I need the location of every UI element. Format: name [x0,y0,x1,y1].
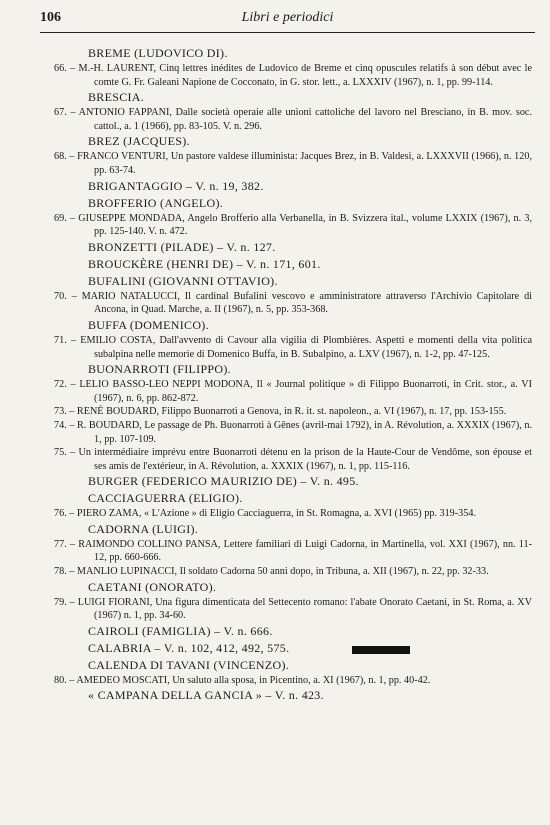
running-title: Libri e periodici [241,10,334,25]
subject-heading: « CAMPANA DELLA GANCIA » – V. n. 423. [88,688,324,703]
bibliography-entry: 69. – GIUSEPPE MONDADA, Angelo Brofferio alla Verbanella, in B. Svizzera ital., volume LXXIX (1967), n. 3, pp. 125-140. V. n. 472. [54,212,532,238]
subject-heading: BROUCKÈRE (HENRI DE) – V. n. 171, 601. [88,256,321,271]
subject-heading: CAIROLI (FAMIGLIA) – V. n. 666. [88,623,273,638]
subject-heading: CAETANI (ONORATO). [88,579,217,594]
subject-heading: CALENDA DI TAVANI (VINCENZO). [88,657,290,672]
subject-heading: CACCIAGUERRA (ELIGIO). [88,491,243,506]
bibliography-entry: 77. – RAIMONDO COLLINO PANSA, Lettere familiari di Luigi Cadorna, in Martinella, vol. XXI (1967), nn. 11-12, pp. 660-666. [54,538,532,564]
page-number: 106 [40,10,61,25]
subject-heading: BRONZETTI (PILADE) – V. n. 127. [88,239,276,254]
bibliography-entry: 71. – EMILIO COSTA, Dall'avvento di Cavour alla vigilia di Plombières. Aspetti e momenti della vita politica subalpina nelle memorie di Domenico Buffa, in B. Subalpino, a. LXV (1967), n. 1-2, pp. 47-125. [54,334,532,360]
subject-heading: BREME (LUDOVICO DI). [88,46,228,60]
subject-heading: BRESCIA. [88,90,145,105]
ink-blot-mark [352,646,410,654]
bibliography-entry: 67. – ANTONIO FAPPANI, Dalle società operaie alle unioni cattoliche del lavoro nel Bresciano, in B. mov. soc. cattol., a. 1 (1966), pp. 83-105. V. n. 296. [54,107,532,132]
bibliography-entry: 70. – MARIO NATALUCCI, Il cardinal Bufalini vescovo e amministratore attraverso l'Archivio Capitolare di Ancona, in Quad. Marche, a. II (1967), n. 5, pp. 353-368. [54,290,532,316]
subject-heading: BUFFA (DOMENICO). [88,317,209,332]
bibliography-entry: 79. – LUIGI FIORANI, Una figura dimenticata del Settecento romano: l'abate Onorato Caetani, in St. Roma, a. XV (1967) n. 1, pp. 34-60. [54,596,532,622]
subject-heading: BROFFERIO (ANGELO). [88,195,224,210]
subject-heading: BUFALINI (GIOVANNI OTTAVIO). [88,273,278,288]
bibliography-entry: 73. – RENÉ BOUDARD, Filippo Buonarroti a Genova, in R. it. st. napoleon., a. VI (1967), n. 17, pp. 153-155. [54,406,507,418]
bibliography-entry: 80. – AMEDEO MOSCATI, Un saluto alla sposa, in Picentino, a. XI (1967), n. 1, pp. 40-42. [54,674,431,686]
subject-heading: BRIGANTAGGIO – V. n. 19, 382. [88,178,264,193]
subject-heading: BURGER (FEDERICO MAURIZIO DE) – V. n. 495. [88,474,359,489]
subject-heading: CALABRIA – V. n. 102, 412, 492, 575. [88,640,290,655]
bibliography-entry: 75. – Un intermédiaire imprévu entre Buonarroti détenu en la prison de la Haute-Cour de Vendôme, son épouse et ses amis de l'extérieur, in A. Révolution, a. XXXIX (1967), n. 1, pp. 115-116. [54,447,532,472]
page-header [40,10,535,33]
bibliography-entry: 68. – FRANCO VENTURI, Un pastore valdese illuministа: Jacques Brez, in B. Valdesi, a. LXXXVII (1966), n. 120, pp. 63-74. [54,151,532,176]
bibliography-list [54,45,532,704]
bibliography-entry: 78. – MANLIO LUPINACCI, Il soldato Cadorna 50 anni dopo, in Tribuna, a. XII (1967), n. 22, pp. 32-33. [54,566,489,578]
bibliography-entry: 74. – R. BOUDARD, Le passage de Ph. Buonarroti à Gênes (avril-mai 1792), in A. Révolution, a. XXXIX (1967), n. 1, pp. 107-109. [54,419,532,445]
bibliography-entry: 66. – M.-H. LAURENT, Cinq lettres inédites de Ludovico de Breme et cinq opuscules relatifs à son début avec le comte G. Fr. Galeani Napione de Cocconato, in G. stor. lett., a. LXXXIV (1967), n. 1, pp. 99-114. [54,63,532,88]
subject-heading: BUONARROTI (FILIPPO). [88,362,231,377]
subject-heading: CADORNA (LUIGI). [88,521,199,536]
bibliography-entry: 72. – LELIO BASSO-LEO NEPPI MODONA, Il « Journal politique » di Filippo Buonarroti, in Crit. stor., a. VI (1967), n. 6, pp. 862-872. [54,379,532,404]
subject-heading: BREZ (JACQUES). [88,134,190,149]
bibliography-entry: 76. – PIERO ZAMA, « L'Azione » di Eligio Cacciaguerra, in St. Romagna, a. XVI (1965) pp. 319-354. [54,508,476,520]
